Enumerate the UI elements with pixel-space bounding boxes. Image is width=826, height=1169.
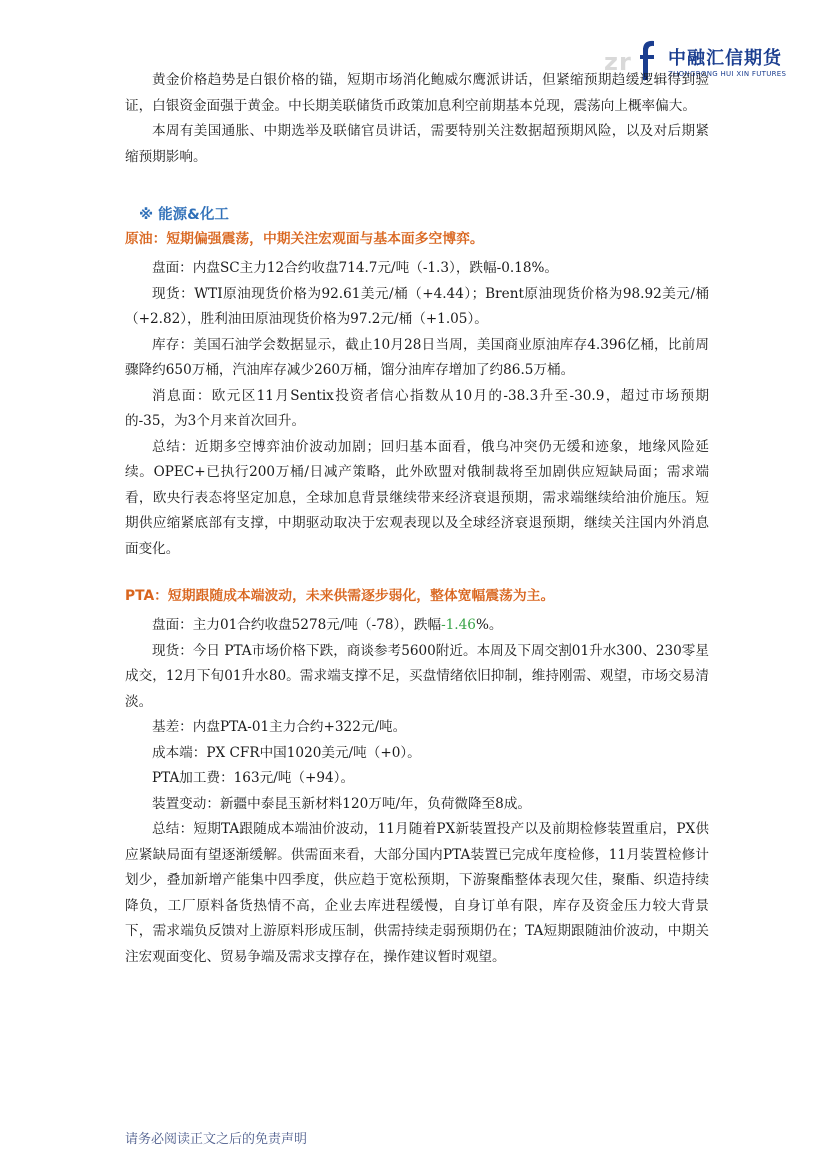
pta-disk-suffix: %。 (475, 617, 503, 633)
document-body (125, 68, 709, 970)
pta-fee: PTA加工费：163元/吨（+94）。 (152, 770, 355, 786)
gold-paragraph-1: 黄金价格趋势是白银价格的锚，短期市场消化鲍威尔鹰派讲话，但紧缩预期趋缓逻辑得到验证，白银资金面强于黄金。中长期美联储货币政策加息利空前期基本兑现，震荡向上概率偏大。 (125, 72, 709, 114)
pta-basis: 基差：内盘PTA-01主力合约+322元/吨。 (152, 719, 407, 735)
crude-inventory: 库存：美国石油学会数据显示，截止10月28日当周，美国商业原油库存4.396亿桶，比前周骤降约650万桶，汽油库存减少260万桶，馏分油库存增加了约86.5万桶。 (125, 336, 709, 378)
gold-paragraph-2: 本周有美国通胀、中期选举及联储官员讲话，需要特别关注数据超预期风险，以及对后期紧缩预期影响。 (125, 123, 709, 165)
crude-summary: 总结：近期多空博弈油价波动加剧；回归基本面看，俄乌冲突仍无缓和迹象，地缘风险延续。OPEC+已执行200万桶/日减产策略，此外欧盟对俄制裁将至加剧供应短缺局面；需求端看，欧央行表态将坚定加息，全球加息背景继续带来经济衰退预期，需求端继续给油价施压。短期供应缩紧底部有支撑，中期驱动取决于宏观表现以及全球经济衰退预期，继续关注国内外消息面变化。 (125, 438, 709, 557)
pta-heading: PTA：短期跟随成本端波动，未来供需逐步弱化，整体宽幅震荡为主。 (125, 588, 555, 604)
pta-disk-prefix: 盘面：主力01合约收盘5278元/吨（-78），跌幅 (152, 617, 442, 633)
crude-news: 消息面：欧元区11月Sentix投资者信心指数从10月的-38.3升至-30.9，超过市场预期的-35，为3个月来首次回升。 (125, 387, 709, 429)
pta-disk-pct: -1.46 (441, 617, 476, 633)
pta-summary: 总结：短期TA跟随成本端油价波动，11月随着PX新装置投产以及前期检修装置重启，PX供应紧缺局面有望逐渐缓解。供需面来看，大部分国内PTA装置已完成年度检修，11月装置检修计划少，叠加新增产能集中四季度，供应趋于宽松预期，下游聚酯整体表现欠佳，聚酯、织造持续降负，工厂原料备货热情不高，企业去库进程缓慢，自身订单有限，库存及资金压力较大背景下，需求端负反馈对上游原料形成压制，供需持续走弱预期仍在；TA短期跟随油价波动，中期关注宏观面变化、贸易争端及需求支撑存在，操作建议暂时观望。 (125, 821, 709, 965)
logo-watermark: zr (604, 48, 632, 76)
disclaimer-footer: 请务必阅读正文之后的免责声明 (125, 1132, 308, 1147)
section-symbol: ※ (139, 207, 154, 223)
pta-cost: 成本端：PX CFR中国1020美元/吨（+0）。 (152, 744, 421, 761)
brand-name-cn: 中融汇信期货 (668, 48, 782, 69)
pta-device: 装置变动：新疆中泰昆玉新材料120万吨/年，负荷微降至8成。 (152, 795, 532, 812)
section-title: 能源&化工 (158, 207, 229, 223)
crude-heading: 原油：短期偏强震荡，中期关注宏观面与基本面多空博弈。 (125, 231, 484, 247)
brand-name-en: ZHONGRONG HUI XIN FUTURES (668, 70, 787, 78)
pta-disk (125, 613, 709, 639)
section-heading (125, 203, 709, 227)
crude-disk: 盘面：内盘SC主力12合约收盘714.7元/吨（-1.3），跌幅-0.18%。 (152, 260, 558, 276)
pta-spot: 现货：今日 PTA市场价格下跌，商谈参考5600附近。本周及下周交割01升水300、230零星成交，12月下旬01升水80。需求端支撑不足，买盘情绪依旧抑制，维持刚需、观望，市场交易清淡。 (125, 642, 709, 710)
crude-spot: 现货：WTI原油现货价格为92.61美元/桶（+4.44）；Brent原油现货价格为98.92美元/桶（+2.82），胜利油田原油现货价格为97.2元/桶（+1.05）。 (125, 285, 709, 327)
